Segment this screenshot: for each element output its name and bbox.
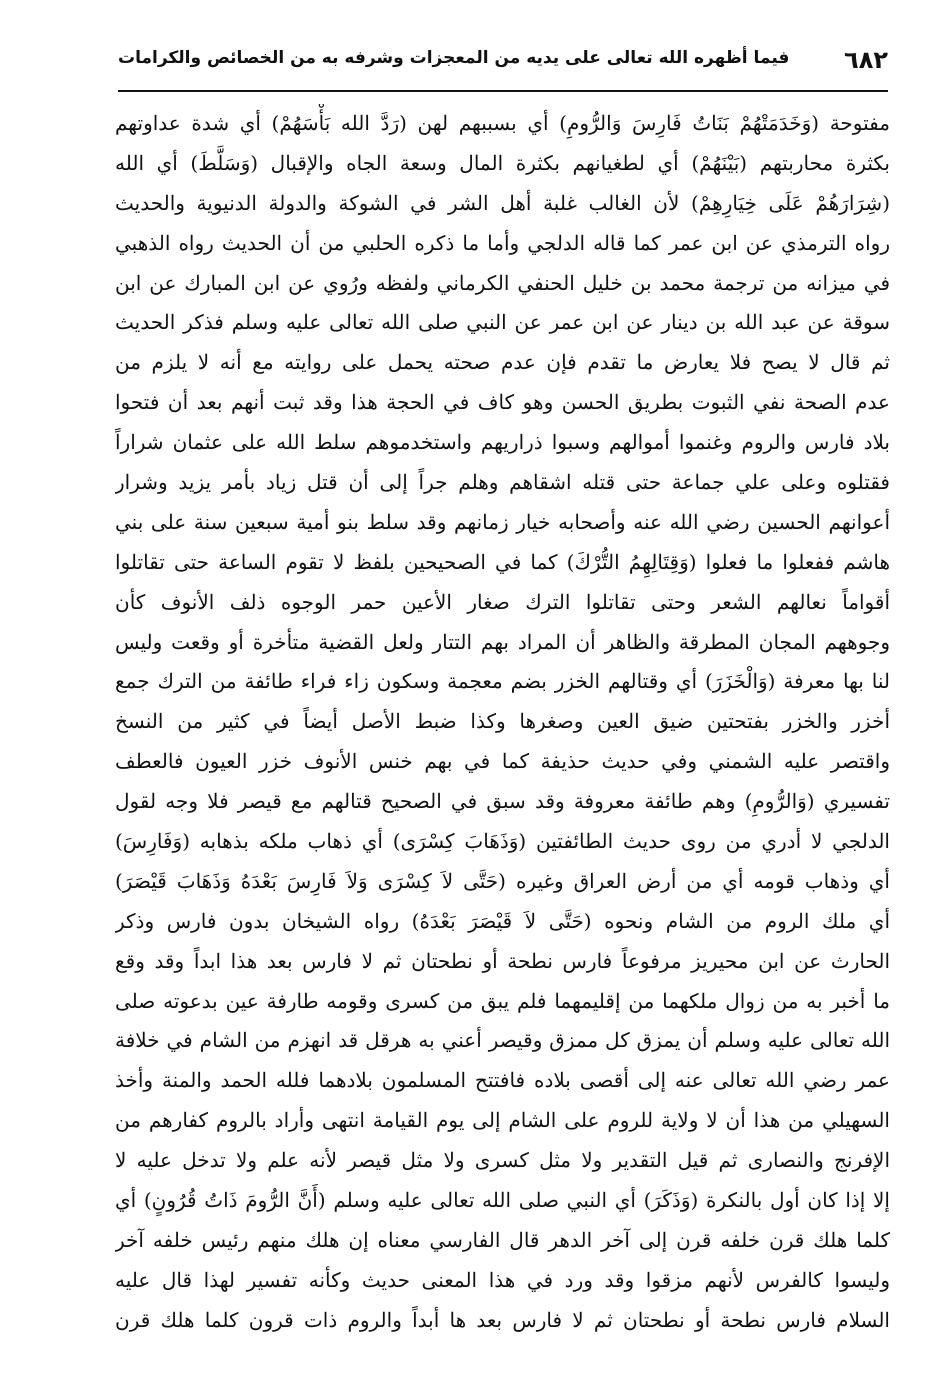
text-line: عمر رضي الله تعالى عنه إلى أقصى بلاده فافتتح المسلمون بلادهما فلله الحمد والمنة وأخذ	[115, 1068, 890, 1093]
text-line: هاشم ففعلوا ما فعلوا (وَقِتَالِهِمُ التُّرْكَ) كما في الصحيحين بلفظ لا تقوم الساعة حتى تقاتلوا	[115, 549, 890, 574]
text-line: (شِرَارَهُمْ عَلَى خِيَارِهِمْ) لأن الغالب غلبة أهل الشر في الشوكة والدولة الدنيوية والحديث	[115, 190, 890, 215]
text-line: كلما هلك قرن خلفه قرن إلى آخر الدهر قال الفارسي معناه إن هلك منهم رئيس خلفه آخر	[115, 1227, 890, 1252]
text-line: بلاد فارس والروم وغنموا أموالهم وسبوا ذراريهم واستخدموهم سلط الله على عثمان شراراً	[115, 430, 890, 455]
text-line: رواه الترمذي عن ابن عمر كما قاله الدلجي وأما ما ذكره الحلبي من أن الحديث رواه الذهبي	[115, 230, 890, 255]
text-line: بكثرة محاربتهم (بَيْنَهُمْ) أي لطغيانهم بكثرة المال وسعة الجاه والإقبال (وَسَلَّطَ) أي الله	[115, 150, 890, 175]
text-line: أقواماً نعالهم الشعر وحتى تقاتلوا الترك صغار الأعين حمر الوجوه ذلف الأنوف كأن	[115, 589, 890, 614]
text-line: إلا إذا كان أول بالنكرة (وَذَكَرَ) أي النبي صلى الله تعالى عليه وسلم (أَنَّ الرُّومَ ذَاتُ قُرُونٍ) أي	[115, 1188, 890, 1213]
text-line: ثم قال لا يصح فلا يعارض ما تقدم فإن عدم صحته يحمل على روايته مع أنه لا يلزم من	[115, 350, 890, 375]
text-line: أي وذهاب قومه أي من أرض العراق وغيره (حَتَّى لاَ كِسْرَى وَلاَ فَارِسَ بَعْدَهُ وَذَهَابَ قَيْصَرَ)	[115, 868, 890, 893]
body-text	[115, 104, 890, 1341]
text-line: سوقة عن عبد الله بن دينار عن ابن عمر عن النبي صلى الله تعالى عليه وسلم فذكر الحديث	[115, 310, 890, 335]
text-line: لنا بها معرفة (وَالْخَزَرَ) أي وقتالهم الخزر بضم معجمة وسكون زاء فراء طائفة من الترك جمع	[115, 669, 890, 694]
text-line: في ميزانه من ترجمة محمد بن خليل الحنفي الكرماني ولفظه ورُوي عن ابن المبارك عن ابن	[115, 270, 890, 295]
text-line: وجوههم المجان المطرقة والظاهر أن المراد بهم التتار ولعل القضية متأخرة أو وقعت وليس	[115, 629, 890, 654]
running-title: فيما أظهره الله تعالى على يديه من المعجزات وشرفه به من الخصائص والكرامات	[118, 48, 790, 68]
text-line: الإفرنج والنصارى ثم قيل التقدير ولا مثل كسرى ولا مثل قيصر لأنه علم ولا تدخل عليه لا	[115, 1148, 890, 1173]
text-line: عدم الصحة نفي الثبوت بطريق الحسن وهو كاف في الحجة هذا وقد ثبت أنهم بعد أن فتحوا	[115, 390, 890, 415]
header-rule	[118, 90, 888, 92]
text-line: الله تعالى عليه وسلم أن يمزق كل ممزق وقيصر أعني به هرقل قد انهزم من الشام في خلافة	[115, 1028, 890, 1053]
text-line: فقتلوه وعلى علي جماعة حتى قتله اشقاهم وهلم جراً إلى أن قتل زياد بأمر يزيد وشرار	[115, 470, 890, 495]
text-line: الحارث عن ابن محيريز مرفوعاً فارس نطحة أو نطحتان ثم لا فارس بعد هذا ابداً وقد وقع	[115, 948, 890, 973]
text-line: مفتوحة (وَخَدَمَتْهُمْ بَنَاتُ فَارِسَ وَالرُّومِ) أي بسببهم لهن (رَدَّ الله بَأْسَهُمْ) أي شدة عداوتهم	[115, 111, 890, 135]
text-line: واقتصر عليه الشمني وفي حديث حذيفة كما في بهم خنس الأنوف خزر العيون فالعطف	[115, 749, 890, 774]
text-line: أعوانهم الحسين رضي الله عنه وأصحابه خيار زمانهم وقد سلط بنو أمية سبعين سنة على بني	[115, 509, 890, 534]
page-header	[118, 40, 888, 84]
text-line: الدلجي لا أدري من روى حديث الطائفتين (وَذَهَابَ كِسْرَى) أي ذهاب ملكه بذهابه (وَفَارِسَ)	[115, 829, 890, 854]
text-line: السهيلي من هذا أن لا ولاية للروم على الشام إلى يوم القيامة انتهى وأراد بالروم كفارهم من	[115, 1108, 890, 1133]
text-line: تفسيري (وَالرُّومِ) وهم طائفة معروفة وقد سبق في الصحيح قتالهم مع قيصر فلا وجه لقول	[115, 789, 890, 814]
text-line: وليسوا كالفرس لأنهم مزقوا وقد ورد في هذا المعنى حديث وكأنه تفسير لهذا قال عليه	[115, 1267, 890, 1292]
text-line: أخزر والخزر بفتحتين ضيق العين وصغرها وكذا ضبط الأصل أيضاً في كثير من النسخ	[115, 709, 890, 734]
text-line: السلام فارس نطحة أو نطحتان ثم لا فارس بعد ها أبداً والروم ذات قرون كلما هلك قرن	[115, 1307, 890, 1332]
text-line: أي ملك الروم من الشام ونحوه (حَتَّى لاَ قَيْصَرَ بَعْدَهُ) رواه الشيخان بدون فارس وذكر	[115, 908, 890, 933]
text-line: ما أخبر به من زوال ملكهما من إقليمهما فلم يبق من كسرى وقومه طارفة عين بدعوته صلى	[115, 988, 890, 1013]
page-number: ٦٨٢	[844, 46, 888, 74]
